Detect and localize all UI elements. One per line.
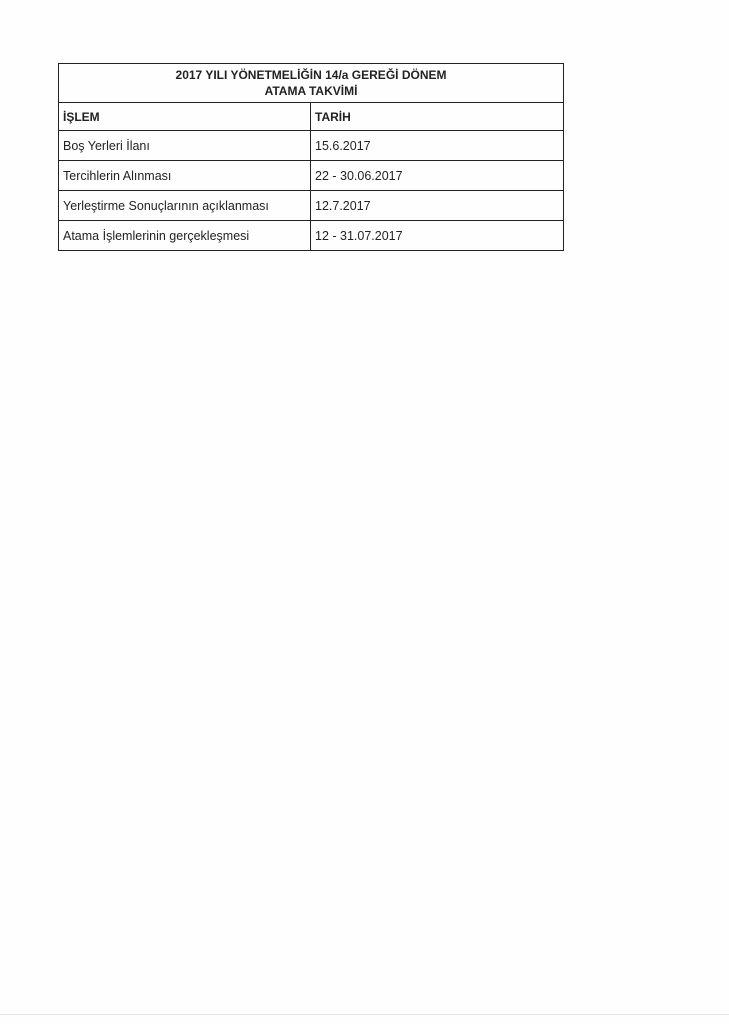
table-title-row [59, 64, 564, 103]
cell-tarih: 22 - 30.06.2017 [311, 161, 564, 191]
column-header-tarih: TARİH [311, 103, 564, 131]
cell-tarih: 15.6.2017 [311, 131, 564, 161]
table-title-line-1: 2017 YILI YÖNETMELİĞİN 14/a GEREĞİ DÖNEM [175, 68, 447, 82]
cell-islem: Tercihlerin Alınması [59, 161, 311, 191]
table-header-row [59, 103, 564, 131]
appointment-schedule-table [58, 63, 564, 251]
table-row [59, 191, 564, 221]
scan-edge-line [0, 1014, 729, 1015]
table-title-line-2: ATAMA TAKVİMİ [264, 84, 358, 98]
cell-tarih: 12.7.2017 [311, 191, 564, 221]
cell-islem: Atama İşlemlerinin gerçekleşmesi [59, 221, 311, 251]
cell-islem: Yerleştirme Sonuçlarının açıklanması [59, 191, 311, 221]
table-row [59, 161, 564, 191]
table-title [59, 64, 564, 103]
cell-islem: Boş Yerleri İlanı [59, 131, 311, 161]
table-row [59, 221, 564, 251]
cell-tarih: 12 - 31.07.2017 [311, 221, 564, 251]
column-header-islem: İŞLEM [59, 103, 311, 131]
table-row [59, 131, 564, 161]
